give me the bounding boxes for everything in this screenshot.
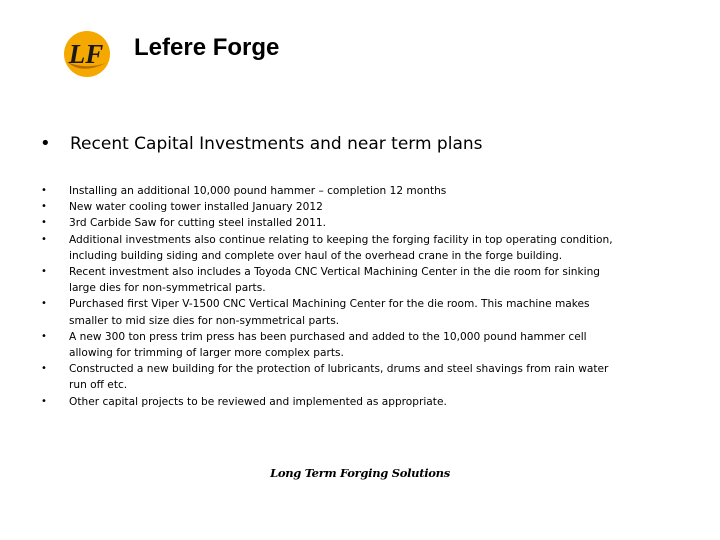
logo-letters: LF xyxy=(68,39,104,69)
bullet-icon: • xyxy=(40,133,51,154)
list-item-text: 3rd Carbide Saw for cutting steel installed 2011. xyxy=(69,217,326,230)
list-item-text: Installing an additional 10,000 pound hammer – completion 12 months xyxy=(69,185,447,197)
section-heading xyxy=(40,132,700,156)
list-item xyxy=(40,183,680,199)
section-heading-text: Recent Capital Investments and near term plans xyxy=(70,134,483,154)
list-item xyxy=(40,199,680,215)
bullet-icon: • xyxy=(41,185,47,196)
bullet-icon: • xyxy=(41,395,47,407)
list-item-text-continued: smaller to mid size dies for non-symmetrical parts. xyxy=(69,314,340,327)
footer-tagline: Long Term Forging Solutions xyxy=(270,466,450,480)
list-item-text-continued: including building siding and complete over haul of the overhead crane in the forge building. xyxy=(69,249,563,262)
list-item xyxy=(40,232,680,264)
list-item xyxy=(40,215,680,231)
bullet-icon: • xyxy=(41,266,47,278)
list-item xyxy=(40,394,680,410)
bullet-list xyxy=(40,183,680,410)
lf-logo-icon xyxy=(62,29,112,79)
bullet-icon: • xyxy=(41,233,47,245)
bullet-icon: • xyxy=(41,363,47,375)
list-item-text: Purchased first Viper V-1500 CNC Vertical Machining Center for the die room. This machine makes xyxy=(69,298,590,311)
list-item-text: New water cooling tower installed January 2012 xyxy=(69,201,323,214)
bullet-icon: • xyxy=(41,201,47,213)
list-item xyxy=(40,264,680,296)
list-item-text-continued: run off etc. xyxy=(69,379,128,392)
list-item-text-continued: allowing for trimming of larger more complex parts. xyxy=(69,347,344,360)
list-item-text: Constructed a new building for the protection of lubricants, drums and steel shavings from rain water xyxy=(69,363,609,376)
list-item-text: A new 300 ton press trim press has been purchased and added to the 10,000 pound hammer cell xyxy=(69,330,587,343)
bullet-icon: • xyxy=(41,298,47,310)
list-item-text: Other capital projects to be reviewed and implemented as appropriate. xyxy=(69,395,447,408)
list-item xyxy=(40,296,680,328)
list-item xyxy=(40,329,680,361)
list-item xyxy=(40,361,680,393)
bullet-icon: • xyxy=(41,330,47,342)
page-title: Lefere Forge xyxy=(134,34,280,61)
list-item-text: Recent investment also includes a Toyoda CNC Vertical Machining Center in the die room for sinking xyxy=(69,266,601,279)
bullet-icon: • xyxy=(41,217,47,229)
list-item-text: Additional investments also continue relating to keeping the forging facility in top operating condition, xyxy=(69,233,613,246)
list-item-text-continued: large dies for non-symmetrical parts. xyxy=(69,282,266,295)
